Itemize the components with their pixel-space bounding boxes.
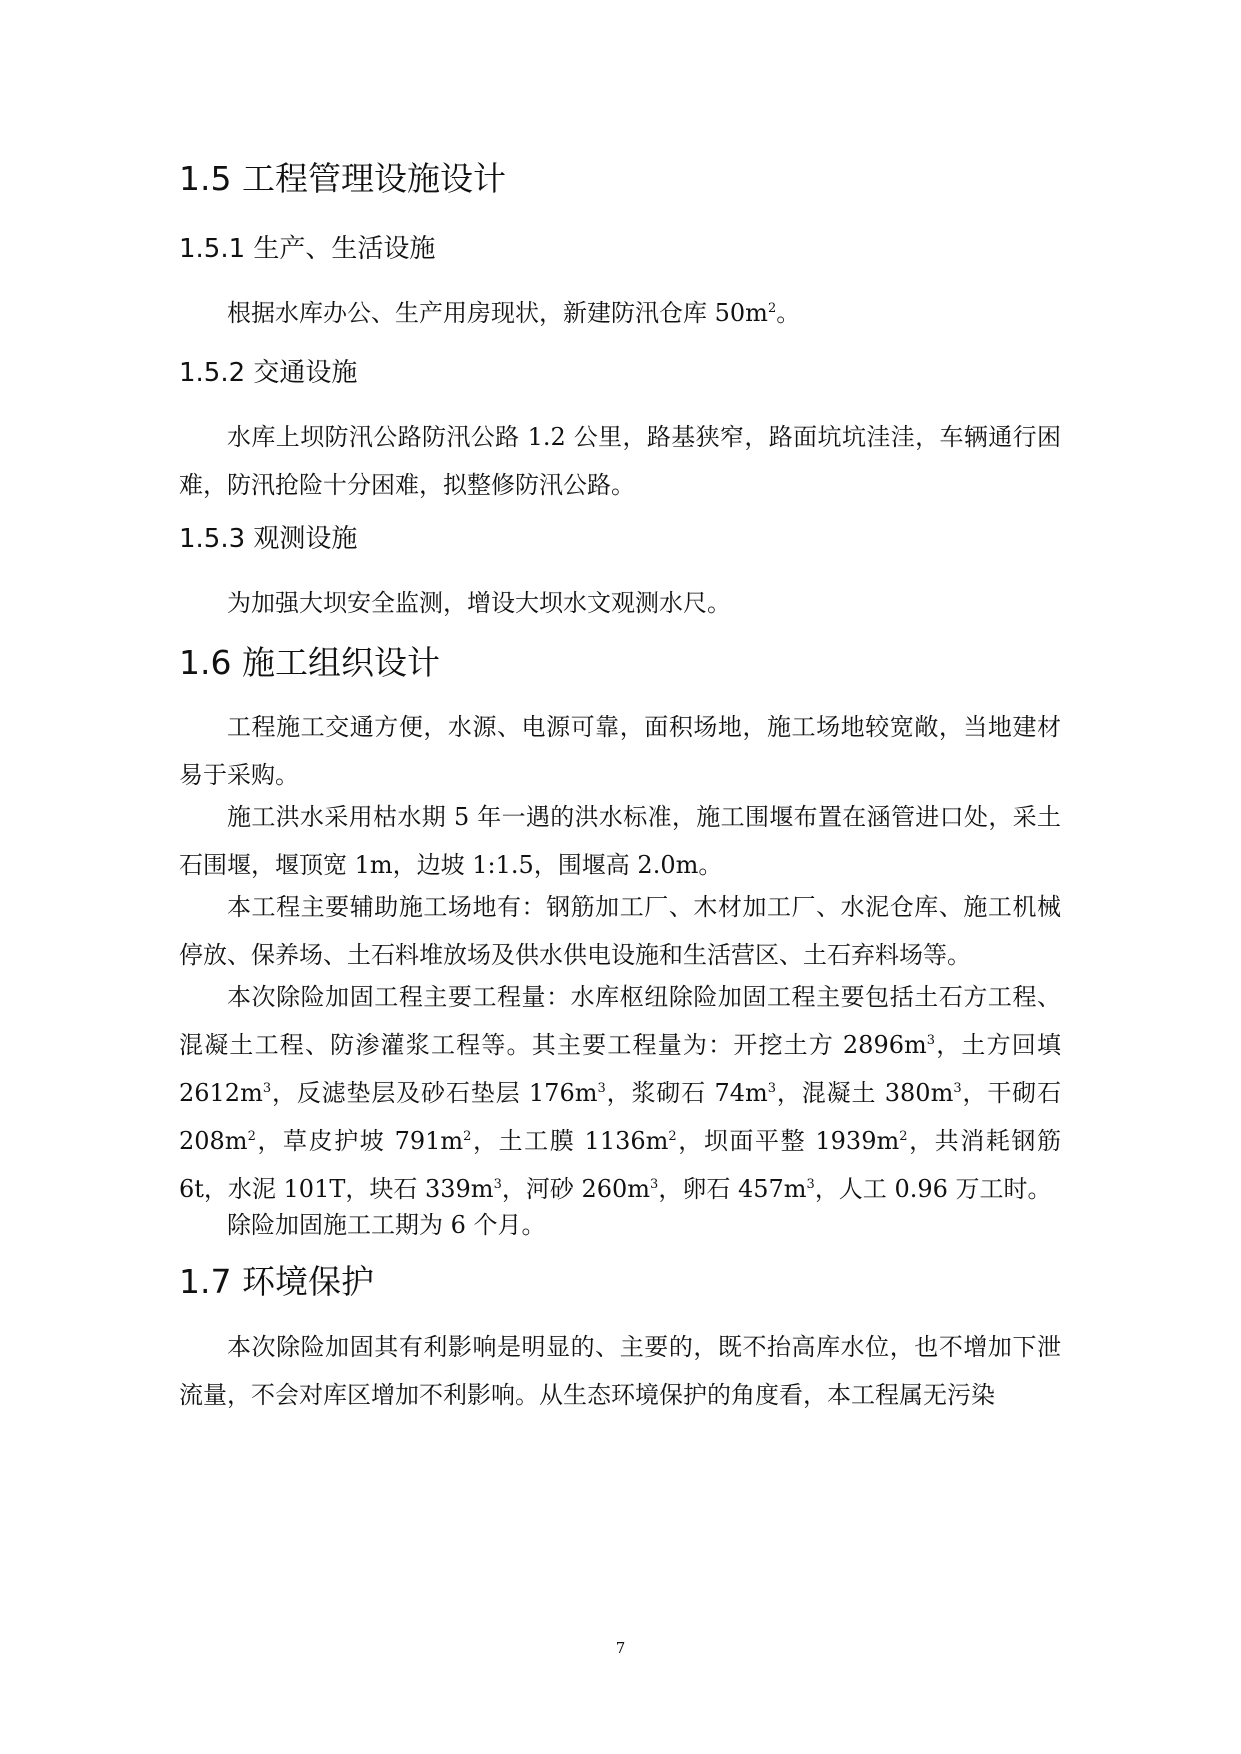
subsection-heading-1-5-2: 1.5.2 交通设施 bbox=[179, 358, 358, 388]
paragraph-1-5-2: 水库上坝防汛公路防汛公路 1.2 公里，路基狭窄，路面坑坑洼洼，车辆通行困难，防汛抢险十分困难，拟整修防汛公路。 bbox=[179, 423, 1061, 499]
paragraph-1-6-2: 施工洪水采用枯水期 5 年一遇的洪水标准，施工围堰布置在涵管进口处，采土石围堰，堰顶宽 1m，边坡 1:1.5，围堰高 2.0m。 bbox=[179, 803, 1061, 879]
page-number: 7 bbox=[615, 1639, 626, 1657]
section-heading-1-5: 1.5 工程管理设施设计 bbox=[179, 159, 506, 198]
section-heading-1-7: 1.7 环境保护 bbox=[179, 1262, 374, 1301]
paragraph-1-6-4: 本次除险加固工程主要工程量：水库枢纽除险加固工程主要包括土石方工程、混凝土工程、防渗灌浆工程等。其主要工程量为：开挖土方 $2896m^3$，土方回填 $2612m^3$，反滤垫层及砂石垫层 $176m^3$，浆砌石 $74m^3$，混凝土 $380m^3$，干砌石 $208m^2$，草皮护坡 $791m^2$，土工膜 $1136m^2$，坝面平整 $1939m^2$，共消耗钢筋 6t，水泥 101T，块石 $339m^3$，河砂 $260m^3$，卵石 $457m^3$，人工 0.96 万工时。 bbox=[179, 983, 1062, 1203]
paragraph-1-6-5: 除险加固施工工期为 6 个月。 bbox=[227, 1211, 546, 1239]
section-heading-1-6: 1.6 施工组织设计 bbox=[179, 643, 440, 682]
paragraph-1-5-3: 为加强大坝安全监测，增设大坝水文观测水尺。 bbox=[227, 589, 731, 617]
paragraph-1-6-3: 本工程主要辅助施工场地有：钢筋加工厂、木材加工厂、水泥仓库、施工机械停放、保养场、土石料堆放场及供水供电设施和生活营区、土石弃料场等。 bbox=[179, 893, 1061, 969]
paragraph-1-5-1: 根据水库办公、生产用房现状，新建防汛仓库 $50m^2$。 bbox=[227, 299, 801, 327]
paragraph-1-6-1: 工程施工交通方便，水源、电源可靠，面积场地，施工场地较宽敞，当地建材易于采购。 bbox=[179, 713, 1061, 789]
subsection-heading-1-5-3: 1.5.3 观测设施 bbox=[179, 524, 358, 554]
paragraph-1-7-1: 本次除险加固其有利影响是明显的、主要的，既不抬高库水位，也不增加下泄流量，不会对库区增加不利影响。从生态环境保护的角度看，本工程属无污染 bbox=[179, 1333, 1061, 1409]
subsection-heading-1-5-1: 1.5.1 生产、生活设施 bbox=[179, 234, 436, 264]
